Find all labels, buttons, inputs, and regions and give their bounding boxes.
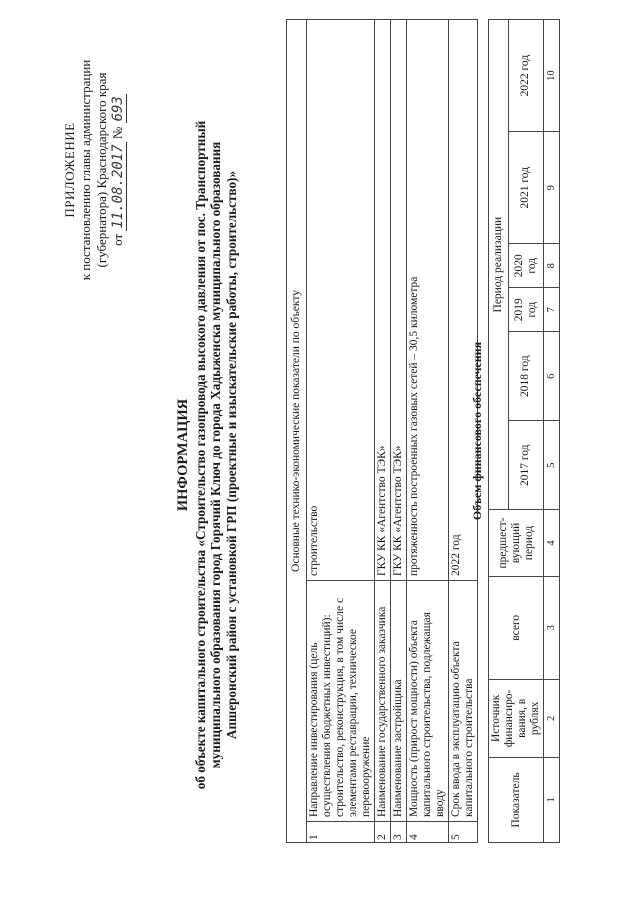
col-number: 2 (544, 679, 560, 757)
table-row (375, 20, 391, 843)
indicators-table (286, 19, 478, 843)
row-number: 5 (449, 822, 478, 843)
col-prev-header: предшест-вующий период (489, 510, 544, 576)
indicators-section-title: Основные технико-экономические показатели по объекту (287, 20, 307, 843)
period-header: Период реализации (489, 20, 509, 510)
col-number: 5 (544, 421, 560, 510)
row-value: строительство (307, 20, 375, 581)
heading-line-1: об объекте капитального строительства «Строительство газопровода высокого давления от пос. Транспортный (192, 120, 208, 790)
col-number: 9 (544, 132, 560, 244)
col-number: 6 (544, 332, 560, 421)
row-value: протяженность построенных газовых сетей – 30,5 километра (407, 20, 449, 581)
appendix-date: 11.08.2017 (110, 144, 126, 229)
document-heading (176, 45, 239, 865)
table-row (407, 20, 449, 843)
row-number: 3 (391, 822, 407, 843)
year-header: 2019 год (508, 288, 543, 332)
col-total-header: всего (489, 576, 544, 679)
appendix-date-line (110, 25, 126, 315)
col-number: 1 (544, 757, 560, 842)
heading-line-2: муниципального образования город Горячий Ключ до города Хадыженска муниципального образования (208, 141, 223, 769)
col-indicator-header: Показатель (489, 757, 544, 842)
col-number: 4 (544, 510, 560, 576)
appendix-block (62, 25, 126, 315)
row-number: 4 (407, 822, 449, 843)
year-header: 2017 год (508, 421, 543, 510)
year-header: 2021 год (508, 132, 543, 244)
year-header: 2018 год (508, 332, 543, 421)
appendix-line-1: к постановлению главы администрации (78, 59, 93, 281)
row-label: Срок ввода в эксплуатацию объекта капитального строительства (449, 581, 478, 822)
col-source-header: Источник финансиро-вания, в рублях (489, 679, 544, 757)
finance-section-title: Объем финансового обеспечения (470, 341, 484, 521)
heading-line-3: Апшеронский район с установкой ГРП (проектные и изыскательские работы, строительство)» (223, 170, 239, 740)
row-label: Наименование государственного заказчика (375, 581, 391, 822)
row-number: 1 (307, 822, 375, 843)
table-row (307, 20, 375, 843)
row-number: 2 (375, 822, 391, 843)
year-header: 2020 год (508, 244, 543, 288)
table-row (391, 20, 407, 843)
appendix-title: ПРИЛОЖЕНИЕ (62, 122, 77, 218)
appendix-number-label: № (110, 126, 125, 140)
col-number: 10 (544, 20, 560, 132)
row-label: Мощность (прирост мощности) объекта капитального строительства, подлежащая вводу (407, 581, 449, 822)
year-header: 2022 год (508, 20, 543, 132)
appendix-number: 693 (110, 96, 126, 122)
finance-table (488, 19, 560, 843)
col-number: 8 (544, 244, 560, 288)
heading-title: ИНФОРМАЦИЯ (175, 398, 191, 512)
row-value: 2022 год (449, 20, 478, 581)
row-label: Направление инвестирования (цель осуществления бюджетных инвестиций): строительство, реконструкция, в том числе с элементами реставрации, техническое перевооружение (307, 581, 375, 822)
row-value: ГКУ КК «Агентство ТЭК» (391, 20, 407, 581)
col-number: 7 (544, 288, 560, 332)
appendix-line-2: (губернатора) Краснодарского края (94, 72, 109, 268)
appendix-from: от (110, 233, 125, 246)
row-label: Наименование застройщика (391, 581, 407, 822)
col-number: 3 (544, 576, 560, 679)
row-value: ГКУ КК «Агентство ТЭК» (375, 20, 391, 581)
